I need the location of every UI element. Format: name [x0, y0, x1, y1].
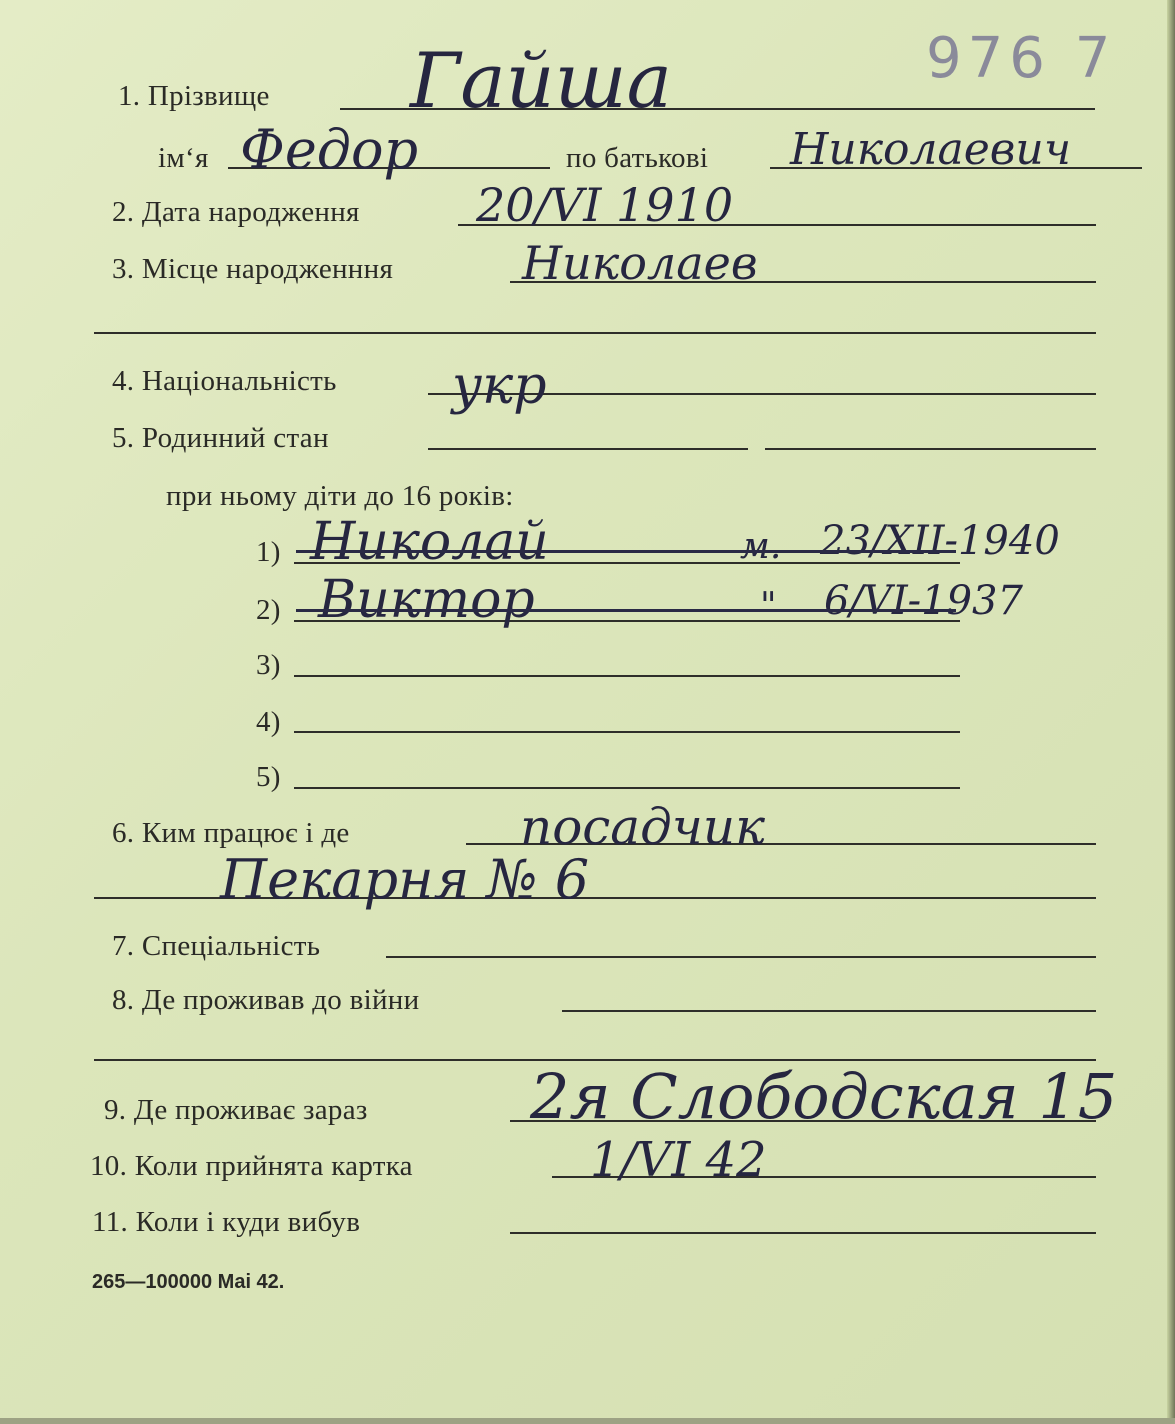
card-accepted-value: 1/VI 42 [590, 1132, 767, 1188]
child-1-sex: м. [740, 526, 782, 567]
occupation-label: 6. Ким працює і де [112, 817, 350, 849]
occupation-value-2: Пекарня № 6 [220, 848, 590, 911]
prewar-residence-line [562, 1010, 1096, 1012]
child-3-num: 3) [256, 649, 281, 681]
child-2-sex: " [760, 586, 777, 627]
birth-date-label: 2. Дата народження [112, 196, 360, 228]
birth-place-value: Николаев [522, 236, 758, 290]
specialty-label: 7. Спеціальність [112, 930, 321, 962]
specialty-line [386, 956, 1096, 958]
card-accepted-label: 10. Коли прийнята картка [90, 1150, 413, 1182]
patronymic-value: Николаевич [790, 124, 1072, 175]
child-5-line [294, 787, 960, 789]
first-name-label: ім‘я [158, 142, 209, 174]
print-run-footer: 265—100000 Mai 42. [92, 1271, 285, 1293]
current-residence-label: 9. Де проживає зараз [104, 1094, 368, 1126]
card-bottom-edge [0, 1418, 1175, 1424]
birth-place-line-2 [94, 332, 1096, 334]
first-name-value: Федор [240, 118, 419, 181]
departure-label: 11. Коли і куди вибув [92, 1206, 361, 1238]
nationality-label: 4. Національність [112, 365, 337, 397]
surname-value: Гайша [410, 36, 672, 125]
child-4-num: 4) [256, 706, 281, 738]
prewar-residence-label: 8. Де проживав до війни [112, 984, 420, 1016]
patronymic-label: по батькові [566, 142, 709, 174]
child-2-num: 2) [256, 594, 281, 626]
child-2-name: Виктор [318, 570, 535, 630]
birth-place-label: 3. Місце народженння [112, 253, 394, 285]
archive-number: 976 7 [926, 26, 1117, 91]
birth-date-value: 20/VI 1910 [476, 178, 734, 232]
card-edge-shadow [1167, 0, 1175, 1424]
current-residence-value: 2я Слободская 15 [530, 1060, 1118, 1133]
child-2-date: 6/VI-1937 [824, 578, 1023, 624]
child-2-strikethrough [296, 609, 956, 612]
occupation-value: посадчик [520, 798, 765, 856]
marital-status-line-b [765, 448, 1096, 450]
children-label: при ньому діти до 16 років: [166, 480, 514, 512]
marital-status-label: 5. Родинний стан [112, 422, 329, 454]
child-1-num: 1) [256, 536, 281, 568]
child-1-strikethrough [296, 550, 956, 553]
marital-status-line-a [428, 448, 748, 450]
nationality-value: укр [452, 356, 547, 416]
child-5-num: 5) [256, 761, 281, 793]
child-4-line [294, 731, 960, 733]
child-1-date: 23/XII-1940 [820, 518, 1060, 564]
child-3-line [294, 675, 960, 677]
child-1-name: Николай [310, 512, 549, 572]
departure-line [510, 1232, 1096, 1234]
surname-label: 1. Прізвище [118, 80, 270, 112]
